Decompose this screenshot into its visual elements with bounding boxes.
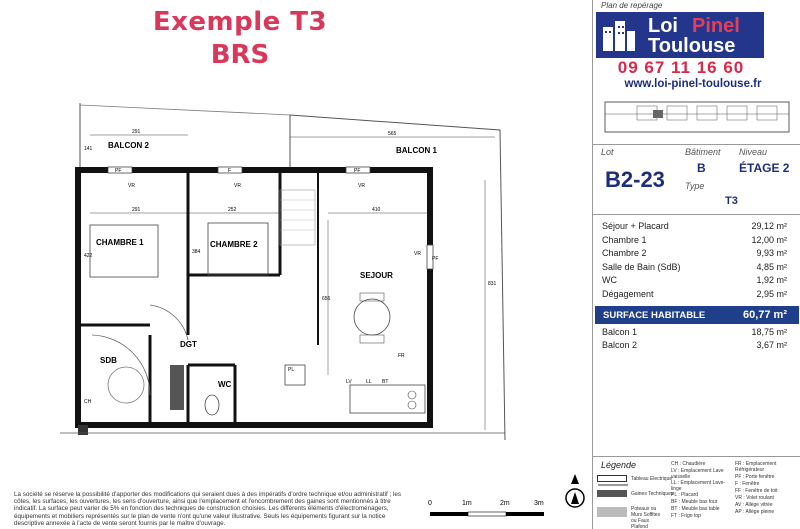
scale-label-2: 2m — [500, 500, 510, 507]
room-label-chambre1: CHAMBRE 1 — [96, 238, 144, 247]
murs-icon — [597, 507, 627, 517]
fixture-fr: FR — [398, 353, 405, 359]
surface-habitable-row — [595, 306, 799, 324]
balcony-area: 18,75 m² — [751, 326, 787, 337]
niveau-value: ÉTAGE 2 — [739, 161, 790, 175]
dim-balcon1-height: 831 — [488, 281, 497, 287]
surface-habitable-value: 60,77 m² — [742, 308, 787, 321]
table-row — [593, 327, 800, 341]
reperage-label: Plan de repérage — [601, 1, 663, 10]
legend-code: CH : Chaudière — [671, 461, 706, 467]
legend-code: VR : Volet roulant — [735, 495, 774, 501]
type-value: T3 — [725, 195, 738, 207]
info-panel — [592, 0, 800, 529]
fixture-pf-3: PF — [432, 256, 439, 262]
room-area: 4,85 m² — [756, 261, 787, 272]
room-area: 29,12 m² — [751, 221, 787, 231]
fixture-ll: LL — [366, 379, 372, 385]
lot-value: B2-23 — [605, 167, 665, 192]
phone-number[interactable]: 09 67 11 16 60 — [617, 58, 745, 77]
type-label: Type — [685, 181, 705, 191]
table-row — [593, 221, 800, 235]
balcony-area: 3,67 m² — [756, 340, 787, 351]
table-row — [593, 262, 800, 276]
fixture-pf-2: PF — [354, 168, 361, 174]
scale-label-0: 0 — [428, 500, 432, 507]
brand-logo — [596, 12, 764, 58]
lot-label: Lot — [601, 147, 614, 157]
room-name: Dégagement — [602, 288, 654, 299]
surface-habitable-label: SURFACE HABITABLE — [603, 309, 706, 321]
gaines-techniques-icon — [597, 490, 627, 497]
north-arrow-icon — [564, 474, 586, 518]
fixture-f: F — [228, 168, 232, 174]
tableau-electrique-icon — [597, 475, 627, 482]
scale-label-3: 3m — [534, 500, 544, 507]
batiment-label: Bâtiment — [685, 147, 721, 157]
brand-pinel: Pinel — [692, 15, 740, 37]
table-row — [593, 340, 800, 354]
legend-code: BT : Meuble bas table — [671, 506, 720, 512]
legend-code: BF : Meuble bas four — [671, 499, 718, 505]
room-area: 2,95 m² — [756, 288, 787, 299]
legend-title: Légende — [601, 460, 637, 470]
website-link[interactable]: www.loi-pinel-toulouse.fr — [624, 78, 762, 90]
table-row — [593, 275, 800, 289]
legend-code: LV : Emplacement Lave vaisselle — [671, 468, 724, 480]
table-row — [593, 248, 800, 262]
room-name: WC — [602, 275, 617, 286]
brand-loi: Loi — [648, 15, 678, 37]
room-label-chambre2: CHAMBRE 2 — [210, 240, 258, 249]
room-area: 1,92 m² — [756, 275, 787, 286]
building-icon — [601, 17, 637, 53]
niveau-label: Niveau — [739, 147, 768, 157]
room-label-sejour: SEJOUR — [360, 271, 393, 280]
fixture-vr-3: VR — [358, 183, 365, 189]
floor-plan-drawing — [20, 95, 535, 440]
room-area: 12,00 m² — [751, 234, 787, 245]
plan-subtitle: BRS — [210, 40, 270, 70]
dim-chambre2-width: 252 — [228, 207, 237, 213]
fixture-vr-2: VR — [234, 183, 241, 189]
legal-disclaimer: La société se réserve la possibilité d'apporter des modifications qui seraient dues à des impératifs d'ordre technique et/ou administratif ; les côtes, les surfaces, les ouvertures, les sens d'ouverture, ainsi que l'emplacement et l'encombrement des gaines sont mentionnés à titre indicatif. La surface peut varier de 5% en fonction des techniques de construction choisies. Les différents éléments d'électroménagers, équipements et mobiliers représentés sur le plan de vente n'ont qu'une valeur illustrative. Seuls les équipements figurant sur la notice descriptive annexée à l'acte de vente seront fournis par le maître d'ouvrage. — [14, 491, 402, 527]
room-label-balcon2: BALCON 2 — [108, 141, 149, 150]
dim-chambre2-height: 384 — [192, 249, 201, 255]
fixture-pf-1: PF — [115, 168, 122, 174]
legend-item: Poteaux ou Murs Soffites ou Faux Plafond — [631, 506, 661, 529]
reperage-map — [597, 96, 797, 144]
plan-title: Exemple T3 — [152, 7, 328, 37]
dim-chambre1-width: 291 — [132, 207, 141, 213]
fixture-pl: PL — [288, 367, 295, 373]
legend-code: F : Fenêtre — [735, 481, 760, 487]
balcony-name: Balcon 2 — [602, 340, 638, 351]
scale-bar — [428, 496, 548, 526]
legend-item: Gaines Techniques — [631, 491, 674, 497]
fixture-vr-4: VR — [414, 251, 421, 257]
brand-city: Toulouse — [648, 35, 736, 57]
floor-plan — [20, 95, 535, 440]
room-label-sdb: SDB — [100, 356, 117, 365]
table-row — [593, 289, 800, 303]
fixture-lv: LV — [346, 379, 352, 385]
legend — [593, 456, 800, 529]
fixture-ch: CH — [84, 399, 92, 405]
legend-code: PF : Porte fenêtre — [735, 474, 775, 480]
room-label-wc: WC — [218, 380, 232, 389]
dim-sejour-width: 410 — [372, 207, 381, 213]
lot-info — [593, 144, 800, 212]
legend-code: FR : Emplacement Réfrigérateur — [735, 461, 777, 473]
scale-label-1: 1m — [462, 500, 472, 507]
dim-sejour-height: 656 — [322, 296, 331, 302]
legend-code: FT : Frigo top — [671, 513, 701, 519]
fixture-vr-1: VR — [128, 183, 135, 189]
batiment-value: B — [697, 161, 706, 175]
legend-code: AP : Allège pleine — [735, 509, 775, 515]
legend-code: FF : Fenêtre de toit — [735, 488, 778, 494]
room-name: Chambre 1 — [602, 234, 647, 245]
legend-code: LL : Emplacement Lave-linge — [671, 480, 726, 492]
room-area: 9,93 m² — [756, 248, 787, 259]
table-row — [593, 235, 800, 249]
dim-balcon2-width: 291 — [132, 129, 141, 135]
dim-balcon1-width: 565 — [388, 131, 397, 137]
legend-code: AV : Allège vitrée — [735, 502, 773, 508]
legend-item: Tableau Electrique — [631, 476, 673, 482]
dim-balcon2-height: 141 — [84, 146, 93, 152]
legend-code: PL : Placard — [671, 492, 699, 498]
dim-chambre1-height: 422 — [84, 253, 93, 259]
room-name: Chambre 2 — [602, 248, 647, 259]
fixture-bt: BT — [382, 379, 389, 385]
balcony-name: Balcon 1 — [602, 326, 638, 337]
room-label-dgt: DGT — [180, 340, 197, 349]
room-name: Salle de Bain (SdB) — [602, 261, 681, 272]
surface-table — [593, 214, 800, 354]
room-name: Séjour + Placard — [602, 221, 669, 231]
room-label-balcon1: BALCON 1 — [396, 146, 437, 155]
